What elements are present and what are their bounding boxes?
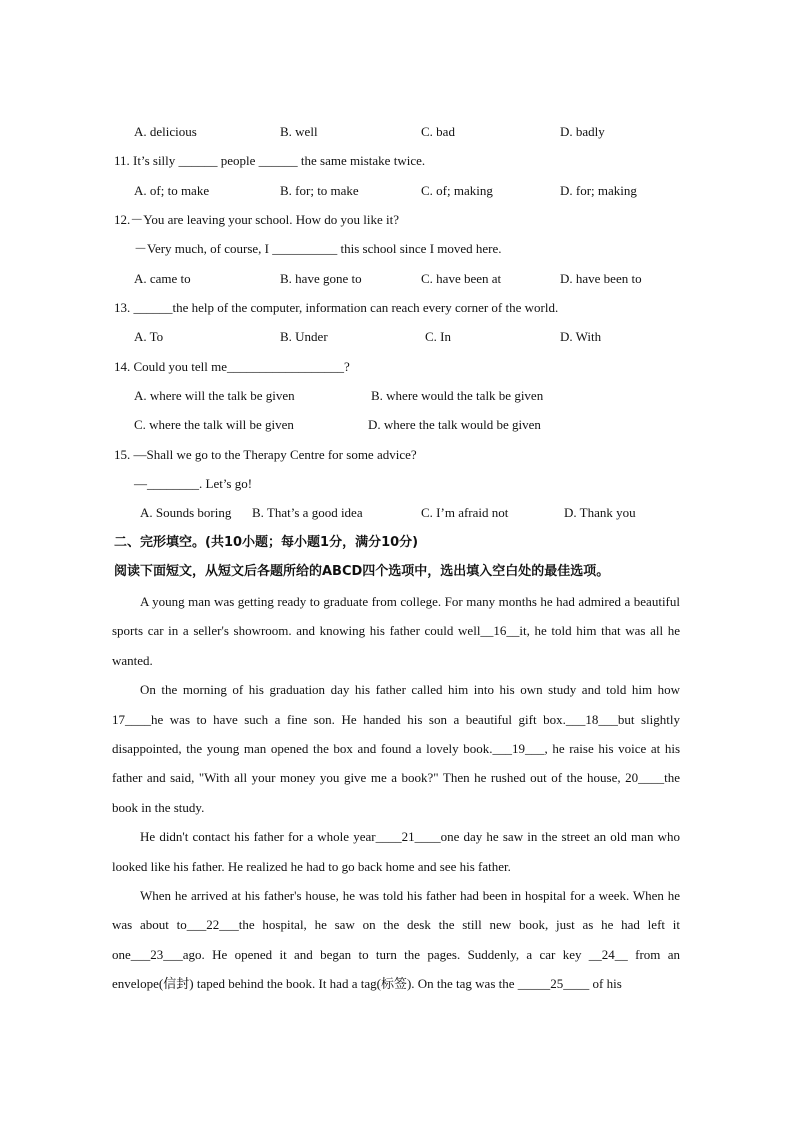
q12-option-d: D. have been to xyxy=(560,271,642,286)
q11-option-d: D. for; making xyxy=(560,183,637,198)
q15-option-b: B. That’s a good idea xyxy=(252,505,363,520)
q13-option-a: A. To xyxy=(134,329,164,344)
q13-stem: 13. ______the help of the computer, information can reach every corner of the world. xyxy=(114,300,559,315)
q12-option-c: C. have been at xyxy=(421,271,502,286)
passage-paragraph-2: On the morning of his graduation day his father called him into his own study and told him how 17____he was to have such a fine son. He handed his son a beautiful gift box.___18___but slightly disappointed, the young man opened the box and found a lovely book.___19___, he raise his voice at his father and said, "With all your money you give me a book?" Then he rushed out of the house, 20____the book in the study. xyxy=(112,682,680,815)
q13-option-b: B. Under xyxy=(280,329,328,344)
section2-title: 二、完形填空。(共10小题；每小题1分，满分10分) xyxy=(114,535,419,550)
q10-option-b: B. well xyxy=(280,124,318,139)
q12-reply: －Very much, of course, I __________ this school since I moved here. xyxy=(134,241,502,256)
q14-stem: 14. Could you tell me__________________? xyxy=(114,359,350,374)
q15-reply: —________. Let’s go! xyxy=(134,476,253,491)
q12-option-b: B. have gone to xyxy=(280,271,362,286)
q14-option-a: A. where will the talk be given xyxy=(134,388,295,403)
q13-option-d: D. With xyxy=(560,329,602,344)
q11-option-b: B. for; to make xyxy=(280,183,359,198)
q11-option-c: C. of; making xyxy=(421,183,493,198)
q13-option-c: C. In xyxy=(425,329,451,344)
q11-option-a: A. of; to make xyxy=(134,183,210,198)
q15-stem: 15. —Shall we go to the Therapy Centre for some advice? xyxy=(114,447,417,462)
passage-paragraph-4: When he arrived at his father's house, he was told his father had been in hospital for a week. When he was about to___22___the hospital, he saw on the desk the still new book, just as he had left it one___23___ago. He opened it and began to turn the pages. Suddenly, a car key __24__ from an envelope(信封) taped behind the book. It had a tag(标签). On the tag was the _____25____ of his xyxy=(112,888,680,992)
section2-instruction: 阅读下面短文，从短文后各题所给的ABCD四个选项中，选出填入空白处的最佳选项。 xyxy=(114,564,610,579)
q10-option-d: D. badly xyxy=(560,124,605,139)
q10-option-c: C. bad xyxy=(421,124,455,139)
q12-option-a: A. came to xyxy=(134,271,191,286)
q14-option-b: B. where would the talk be given xyxy=(371,388,544,403)
cloze-passage xyxy=(112,587,680,999)
passage-paragraph-1: A young man was getting ready to graduate from college. For many months he had admired a beautiful sports car in a seller's showroom. and knowing his father could well__16__it, he told him that was all he wanted. xyxy=(112,594,680,668)
q12-stem: 12.－You are leaving your school. How do you like it? xyxy=(114,212,400,227)
q14-option-c: C. where the talk will be given xyxy=(134,417,294,432)
q15-option-d: D. Thank you xyxy=(564,505,636,520)
q10-option-a: A. delicious xyxy=(134,124,197,139)
q15-option-c: C. I’m afraid not xyxy=(421,505,509,520)
passage-paragraph-3: He didn't contact his father for a whole year____21____one day he saw in the street an old man who looked like his father. He realized he had to go back home and see his father. xyxy=(112,829,680,874)
q14-option-d: D. where the talk would be given xyxy=(368,417,541,432)
q15-option-a: A. Sounds boring xyxy=(140,505,232,520)
q11-stem: 11. It’s silly ______ people ______ the same mistake twice. xyxy=(114,153,426,168)
